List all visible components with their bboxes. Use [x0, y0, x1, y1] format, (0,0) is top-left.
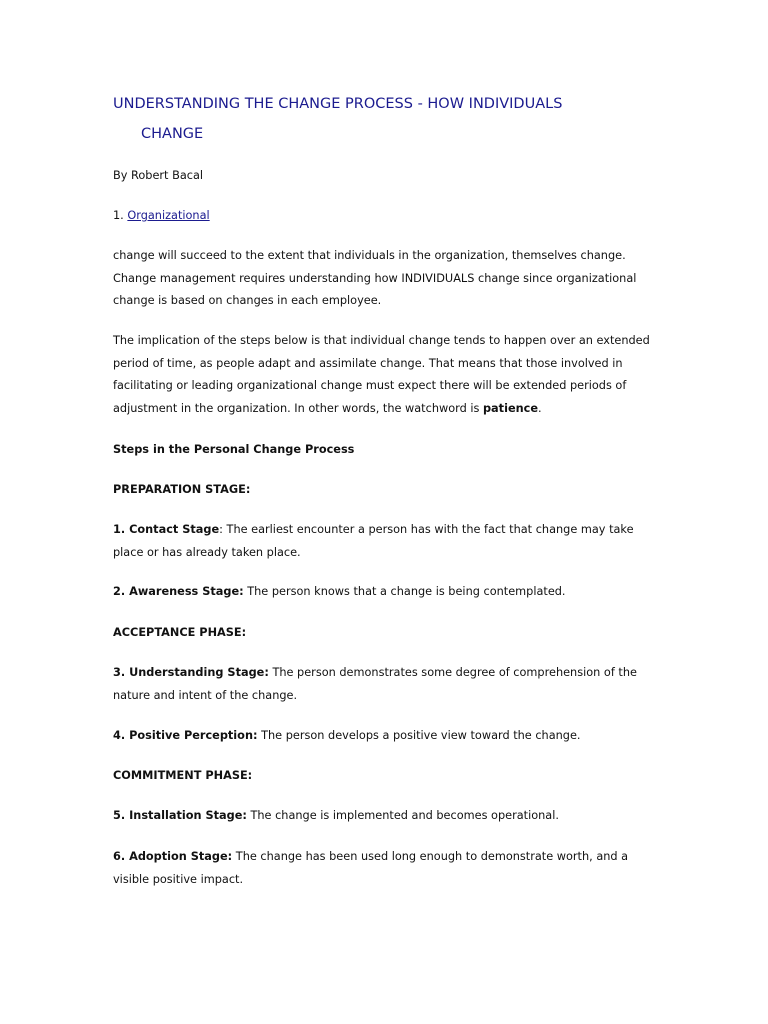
intro-list-item	[113, 205, 658, 228]
phase-heading-text: COMMITMENT PHASE:	[113, 769, 253, 782]
step-label: 6. Adoption Stage:	[113, 850, 233, 863]
step-item	[113, 846, 658, 891]
steps-heading-text: Steps in the Personal Change Process	[113, 443, 355, 456]
byline: By Robert Bacal	[113, 169, 204, 182]
step-item	[113, 519, 658, 564]
phase-heading-text: PREPARATION STAGE:	[113, 483, 251, 496]
title-line-1: UNDERSTANDING THE CHANGE PROCESS - HOW INDIVIDUALS	[113, 96, 563, 112]
intro-paragraph: change will succeed to the extent that individuals in the organization, themselves change. Change management requires understanding how INDIVIDUALS change since organizational change is based on changes in each employee.	[113, 249, 637, 307]
title-line-2: CHANGE	[141, 126, 204, 142]
implication-text: The implication of the steps below is that individual change tends to happen over an extended period of time, as people adapt and assimilate change. That means that those involved in facilitating or leading organizational change must expect there will be extended periods of adjustment in the organization. In other words, the watchword is	[113, 334, 650, 415]
intro-number: 1.	[113, 209, 128, 222]
step-label: 3. Understanding Stage:	[113, 666, 269, 679]
phase-heading-commitment	[113, 765, 658, 788]
implication-emphasis: patience	[482, 401, 539, 415]
step-description: The change is implemented and becomes operational.	[250, 809, 559, 822]
step-item	[113, 662, 658, 707]
step-item	[113, 581, 658, 604]
step-item	[113, 805, 658, 828]
step-description: The person develops a positive view toward the change.	[261, 729, 581, 742]
step-description: The person knows that a change is being contemplated.	[247, 585, 566, 598]
step-description: The person demonstrates some degree of comprehension of the nature and intent of the change.	[113, 666, 637, 702]
step-label: 2. Awareness Stage:	[113, 585, 244, 598]
step-item	[113, 725, 658, 748]
step-description: The earliest encounter a person has with the fact that change may take place or has already taken place.	[113, 523, 634, 559]
step-label: 1. Contact Stage	[113, 523, 220, 536]
organizational-link[interactable]: Organizational	[127, 209, 210, 222]
step-separator: :	[219, 523, 227, 536]
step-label: 5. Installation Stage:	[113, 809, 247, 822]
implication-paragraph	[113, 330, 658, 420]
phase-heading-text: ACCEPTANCE PHASE:	[113, 626, 247, 639]
article-title	[113, 89, 658, 149]
step-description: The change has been used long enough to demonstrate worth, and a visible positive impact.	[113, 850, 629, 886]
phase-heading-preparation	[113, 479, 658, 502]
phase-heading-acceptance	[113, 622, 658, 645]
step-label: 4. Positive Perception:	[113, 729, 258, 742]
steps-heading	[113, 439, 658, 462]
implication-end: .	[538, 401, 542, 415]
